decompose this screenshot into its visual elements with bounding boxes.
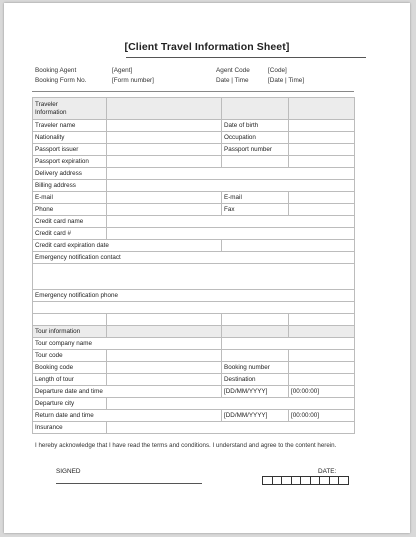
return-date-time-label: Return date and time	[33, 410, 222, 422]
booking-number-label: Booking number	[222, 362, 289, 374]
table-row	[33, 314, 355, 326]
emergency-contact-field[interactable]	[33, 264, 355, 290]
booking-code-field[interactable]	[107, 362, 222, 374]
table-row	[33, 386, 355, 398]
credit-card-expiration-label: Credit card expiration date	[33, 240, 222, 252]
fax-label: Fax	[222, 204, 289, 216]
delivery-address-field[interactable]	[107, 168, 355, 180]
signed-label: SIGNED	[56, 468, 81, 475]
credit-card-name-field[interactable]	[107, 216, 355, 228]
credit-card-name-label: Credit card name	[33, 216, 107, 228]
emergency-phone-field[interactable]	[33, 302, 355, 314]
delivery-address-label: Delivery address	[33, 168, 107, 180]
passport-issuer-field[interactable]	[107, 144, 222, 156]
insurance-label: Insurance	[33, 422, 107, 434]
booking-agent-value[interactable]: [Agent]	[112, 67, 133, 74]
departure-city-field[interactable]	[107, 398, 355, 410]
table-row	[33, 240, 355, 252]
table-row	[33, 192, 355, 204]
table-row	[33, 168, 355, 180]
page-title: [Client Travel Information Sheet]	[124, 41, 290, 53]
table-row	[33, 264, 355, 290]
tour-company-name-field[interactable]	[222, 338, 355, 350]
table-row	[33, 144, 355, 156]
table-row	[33, 374, 355, 386]
table-row	[33, 290, 355, 302]
occupation-field[interactable]	[289, 132, 355, 144]
header-divider	[32, 91, 354, 92]
destination-field[interactable]	[289, 374, 355, 386]
nationality-label: Nationality	[33, 132, 107, 144]
return-date-field[interactable]: [DD/MM/YYYY]	[222, 410, 289, 422]
phone-label: Phone	[33, 204, 107, 216]
table-row	[33, 362, 355, 374]
date-of-birth-label: Date of birth	[222, 120, 289, 132]
departure-time-field[interactable]: [00:00:00]	[289, 386, 355, 398]
table-row	[33, 180, 355, 192]
fax-field[interactable]	[289, 204, 355, 216]
passport-number-label: Passport number	[222, 144, 289, 156]
table-row	[33, 156, 355, 168]
travel-info-table	[32, 97, 355, 434]
date-boxes[interactable]	[263, 476, 349, 485]
length-of-tour-field[interactable]	[107, 374, 222, 386]
title-underline	[126, 57, 366, 58]
credit-card-number-label: Credit card #	[33, 228, 107, 240]
booking-number-field[interactable]	[289, 362, 355, 374]
tour-section-row	[33, 326, 355, 338]
billing-address-label: Billing address	[33, 180, 107, 192]
credit-card-expiration-field[interactable]	[222, 240, 355, 252]
email-secondary-label: E-mail	[222, 192, 289, 204]
booking-form-label: Booking Form No.	[35, 77, 87, 84]
traveler-section-header: Traveler Information	[33, 98, 107, 120]
length-of-tour-label: Length of tour	[33, 374, 107, 386]
booking-code-label: Booking code	[33, 362, 107, 374]
traveler-section-row	[33, 98, 355, 120]
tour-code-label: Tour code	[33, 350, 107, 362]
agent-code-value[interactable]: [Code]	[268, 67, 287, 74]
tour-company-name-label: Tour company name	[33, 338, 222, 350]
passport-expiration-label: Passport expiration	[33, 156, 107, 168]
table-row	[33, 204, 355, 216]
emergency-phone-label: Emergency notification phone	[33, 290, 355, 302]
credit-card-number-field[interactable]	[107, 228, 355, 240]
table-row	[33, 422, 355, 434]
document-page	[4, 3, 410, 533]
occupation-label: Occupation	[222, 132, 289, 144]
insurance-field[interactable]	[107, 422, 355, 434]
destination-label: Destination	[222, 374, 289, 386]
traveler-name-field[interactable]	[107, 120, 222, 132]
table-row	[33, 216, 355, 228]
passport-number-field[interactable]	[289, 144, 355, 156]
table-row	[33, 252, 355, 264]
date-box[interactable]	[338, 476, 349, 485]
booking-agent-label: Booking Agent	[35, 67, 77, 74]
table-row	[33, 120, 355, 132]
tour-code-field[interactable]	[107, 350, 222, 362]
departure-date-time-label: Departure date and time	[33, 386, 222, 398]
booking-form-value[interactable]: [Form number]	[112, 77, 154, 84]
table-row	[33, 338, 355, 350]
signature-line[interactable]	[56, 483, 202, 484]
passport-issuer-label: Passport issuer	[33, 144, 107, 156]
table-row	[33, 302, 355, 314]
table-row	[33, 398, 355, 410]
acknowledgement-text: I hereby acknowledge that I have read the terms and conditions. I understand and agree to the content herein.	[35, 442, 337, 449]
date-label: DATE:	[318, 468, 337, 475]
passport-expiration-field[interactable]	[107, 156, 222, 168]
email-secondary-field[interactable]	[289, 192, 355, 204]
date-of-birth-field[interactable]	[289, 120, 355, 132]
departure-city-label: Departure city	[33, 398, 107, 410]
table-row	[33, 228, 355, 240]
phone-field[interactable]	[107, 204, 222, 216]
departure-date-field[interactable]: [DD/MM/YYYY]	[222, 386, 289, 398]
table-row	[33, 350, 355, 362]
billing-address-field[interactable]	[107, 180, 355, 192]
agent-code-label: Agent Code	[216, 67, 250, 74]
emergency-contact-label: Emergency notification contact	[33, 252, 355, 264]
email-label: E-mail	[33, 192, 107, 204]
date-time-value[interactable]: [Date | Time]	[268, 77, 305, 84]
traveler-name-label: Traveler name	[33, 120, 107, 132]
return-time-field[interactable]: [00:00:00]	[289, 410, 355, 422]
date-time-label: Date | Time	[216, 77, 249, 84]
email-field[interactable]	[107, 192, 222, 204]
table-row	[33, 132, 355, 144]
table-row	[33, 410, 355, 422]
nationality-field[interactable]	[107, 132, 222, 144]
tour-section-header: Tour information	[33, 326, 107, 338]
